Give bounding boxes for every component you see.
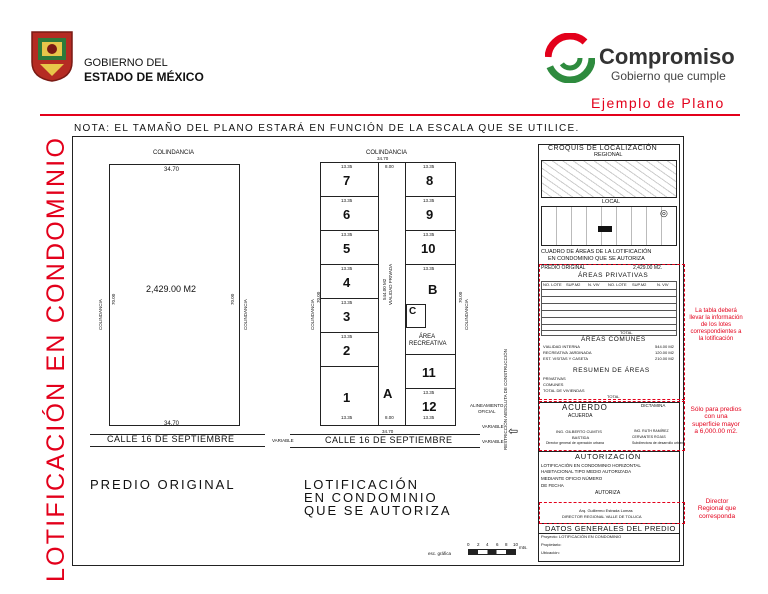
variable-top: VARIABLE <box>482 424 504 429</box>
lot-3: 3 <box>343 309 351 324</box>
restriction-note: RESTRICCIÓN ABSOLUTA DE CONSTRUCCIÓN <box>503 349 508 450</box>
areas-title-1: CUADRO DE ÁREAS DE LA LOTIFICACIÓN <box>541 249 652 255</box>
acuerda-label: ACUERDA <box>568 413 593 419</box>
director-name: Arq. Guillermo Estrada Lomas <box>579 508 633 513</box>
sign2-line1: ING. RUTH RAMÍREZ <box>634 429 669 433</box>
aut-line1: LOTIFICACIÓN EN CONDOMINIO HORIZONTAL <box>541 463 641 468</box>
comunes-title: ÁREAS COMUNES <box>581 336 646 343</box>
annotation-table: La tabla deberá llevar la información de los lotes correspondientes a la lotificación <box>689 308 743 342</box>
aut-line4: DE FECHA <box>541 483 564 488</box>
lot-10: 10 <box>421 241 436 256</box>
lot-dim: 13.35 <box>423 164 435 169</box>
original-lot <box>109 164 240 426</box>
orig-right-dim: 70.00 <box>230 293 235 305</box>
privativas-title: ÁREAS PRIVATIVAS <box>578 272 649 279</box>
right-lot-divider <box>406 196 456 197</box>
lot-dim: 13.35 <box>341 198 353 203</box>
lot-dim: 13.35 <box>341 266 353 271</box>
alignment-2: OFICIAL <box>478 409 496 414</box>
lot-6: 6 <box>343 207 351 222</box>
resumen-row: COMUNES <box>543 382 564 387</box>
lot-1: 1 <box>343 390 351 405</box>
left-lot-divider <box>320 366 378 367</box>
scale-label: esc. gráfica <box>428 551 452 556</box>
resumen-row: TOTAL DE VIVIENDAS <box>543 388 585 393</box>
header-red-rule <box>40 114 740 116</box>
scale-tick: 10 <box>513 542 519 547</box>
condo-street: CALLE 16 DE SEPTIEMBRE <box>325 435 453 445</box>
right-lot-divider <box>406 264 456 265</box>
north-arrow-icon: ◎ <box>660 208 668 218</box>
orig-right-label: COLINDANCIA <box>243 299 248 330</box>
orig-caption: PREDIO ORIGINAL <box>90 477 236 492</box>
orig-left-dim: 70.00 <box>111 293 116 305</box>
lot-dim: 13.35 <box>341 300 353 305</box>
sign2-line3: Subdirectora de desarrollo urbano <box>632 441 685 445</box>
lot-dim: 13.35 <box>341 232 353 237</box>
predio-label: PREDIO ORIGINAL <box>541 265 586 271</box>
variable-right: VARIABLE <box>482 439 504 444</box>
arrow-left-icon: ⇦ <box>508 424 519 438</box>
condo-left-dim: 70.00 <box>316 291 321 303</box>
block-c: C <box>409 306 417 317</box>
datos-row: Propietario: <box>541 542 562 547</box>
left-lot-divider <box>320 196 378 197</box>
lot-5: 5 <box>343 241 351 256</box>
left-lot-divider <box>320 298 378 299</box>
comun-value: 120.00 M2 <box>655 350 674 355</box>
director-title: DIRECTOR REGIONAL VALLE DE TOLUCA <box>562 514 642 519</box>
comun-row: VIALIDAD INTERNA <box>543 344 580 349</box>
annotation-director: Director Regional que corresponda <box>697 498 737 520</box>
col-header: N. VIV <box>657 282 669 287</box>
lot-12: 12 <box>422 399 437 414</box>
gov-line2: ESTADO DE MÉXICO <box>84 70 204 84</box>
comun-value: 544.00 M2 <box>655 344 674 349</box>
orig-area: 2,429.00 M2 <box>146 284 197 294</box>
right-lot-divider <box>406 388 456 389</box>
road-bottom-dim: 8.00 <box>385 415 394 420</box>
condo-right-dim: 70.00 <box>458 291 463 303</box>
predio-value: 2,429.00 M2. <box>633 265 663 271</box>
lot-11: 11 <box>422 365 436 380</box>
left-lot-divider <box>320 332 378 333</box>
brand-name: Compromiso <box>599 44 735 69</box>
block-a: A <box>383 386 393 401</box>
autorizacion-title: AUTORIZACIÓN <box>575 452 642 461</box>
scale-tick: 4 <box>486 542 489 547</box>
left-lot-divider <box>320 230 378 231</box>
left-lot-divider <box>320 264 378 265</box>
local-label: LOCAL <box>602 199 621 205</box>
areas-title-2: EN CONDOMINIO QUE SE AUTORIZA <box>548 256 645 262</box>
alignment-1: ALINEAMIENTO <box>470 403 504 408</box>
datos-row: Ubicación: <box>541 550 560 555</box>
acuerdo-title: ACUERDO <box>562 403 608 412</box>
comun-value: 210.00 M2 <box>655 356 674 361</box>
lot-dim: 13.35 <box>423 390 435 395</box>
scale-tick: 2 <box>477 542 480 547</box>
scale-tick: 0 <box>467 542 470 547</box>
orig-street: CALLE 16 DE SEPTIEMBRE <box>107 434 235 444</box>
scale-unit: mts. <box>519 545 528 550</box>
area-recreativa: ÁREA RECREATIVA <box>409 334 447 347</box>
datos-title: DATOS GENERALES DEL PREDIO <box>545 524 676 533</box>
croquis-title: CROQUIS DE LOCALIZACIÓN <box>548 145 658 152</box>
gov-line1: GOBIERNO DEL <box>84 57 168 69</box>
condo-street-line-bottom <box>290 447 480 448</box>
comun-row: RECREATIVA JARDINADA <box>543 350 592 355</box>
orig-top-colindancia: COLINDANCIA <box>153 150 195 156</box>
acuerdo-highlight <box>539 401 685 451</box>
brand-tagline: Gobierno que cumple <box>611 69 726 83</box>
block-b: B <box>428 282 438 297</box>
total-label: TOTAL <box>607 394 620 399</box>
condo-top-dim: 34.70 <box>377 156 389 161</box>
lot-dim: 13.35 <box>341 164 353 169</box>
lot-9: 9 <box>426 207 434 222</box>
total-label: TOTAL <box>620 330 633 335</box>
scale-note: NOTA: EL TAMAÑO DEL PLANO ESTARÁ EN FUNCIÓN DE LA ESCALA QUE SE UTILICE. <box>74 123 580 134</box>
right-lot-divider <box>406 354 456 355</box>
plan-example-title: Ejemplo de Plano <box>591 95 725 111</box>
sign1-line3: Director general de operación urbana <box>546 441 604 445</box>
road-label: VIALIDAD PRIVADA <box>388 263 393 305</box>
lot-7: 7 <box>343 173 351 188</box>
condo-top-colindancia: COLINDANCIA <box>366 150 408 156</box>
condo-right-label: COLINDANCIA <box>464 299 469 330</box>
resumen-row: PRIVATIVAS <box>543 376 566 381</box>
orig-street-line-bottom <box>90 446 265 447</box>
annotation-solo: Sólo para predios con una superficie mayor a 6,000.00 m2. <box>690 406 742 436</box>
lot-2: 2 <box>343 343 351 358</box>
site-marker <box>598 226 612 232</box>
right-lot-divider <box>406 230 456 231</box>
resumen-title: RESUMEN DE ÁREAS <box>573 367 650 374</box>
col-header: N. VIV <box>588 282 600 287</box>
lot-dim: 13.35 <box>341 334 353 339</box>
lot-8: 8 <box>426 173 434 188</box>
compromiso-logo-icon <box>545 33 595 83</box>
sign1-line2: BASTIDA <box>572 435 590 440</box>
dictamina-label: DICTAMINA <box>641 403 666 408</box>
table-highlight <box>539 264 685 400</box>
state-seal <box>30 30 74 82</box>
orig-left-label: COLINDANCIA <box>98 299 103 330</box>
col-header: SUP.M2 <box>632 282 647 287</box>
sign1-line1: ING. GILBERTO CUMTIS <box>556 429 602 434</box>
orig-bottom-dim: 34.70 <box>164 421 180 427</box>
datos-row: Proyecto: LOTIFICACIÓN EN CONDOMINIO <box>541 534 622 539</box>
lot-dim: 13.35 <box>423 415 435 420</box>
lot-dim: 13.35 <box>423 266 435 271</box>
col-header: NO. LOTE <box>608 282 627 287</box>
condo-caption-2: EN CONDOMINIO <box>304 490 438 505</box>
regional-label: REGIONAL <box>594 152 623 158</box>
col-header: SUP.M2 <box>566 282 581 287</box>
condo-left-label: COLINDANCIA <box>310 299 315 330</box>
aut-line2: HABITACIONAL TIPO MEDIO AUTORIZADA <box>541 469 632 474</box>
graphic-scale <box>468 549 516 555</box>
condo-bottom-dim: 34.70 <box>382 429 394 434</box>
variable-left: VARIABLE <box>272 438 294 443</box>
road-top-dim: 8.00 <box>385 164 394 169</box>
sign2-line2: CERVANTES ROJAS <box>632 435 666 439</box>
scale-tick: 8 <box>505 542 508 547</box>
lot-4: 4 <box>343 275 351 290</box>
condo-caption-3: QUE SE AUTORIZA <box>304 503 452 518</box>
lot-dim: 13.35 <box>423 232 435 237</box>
scale-tick: 6 <box>496 542 499 547</box>
regional-map <box>541 160 677 198</box>
road-area: 544.00 M2 <box>382 278 387 300</box>
director-highlight <box>539 502 685 524</box>
aut-line3: MEDIANTE OFICIO NÚMERO <box>541 476 603 481</box>
comun-row: EST. VISITAS Y CASETA <box>543 356 589 361</box>
side-title: LOTIFICACIÓN EN CONDOMINIO <box>42 135 70 582</box>
condo-caption-1: LOTIFICACIÓN <box>304 477 420 492</box>
lot-dim: 13.35 <box>423 198 435 203</box>
col-header: NO. LOTE <box>543 282 562 287</box>
lot-dim: 13.35 <box>341 415 353 420</box>
autoriza-label: AUTORIZA <box>595 490 621 496</box>
orig-top-dim: 34.70 <box>164 167 180 173</box>
